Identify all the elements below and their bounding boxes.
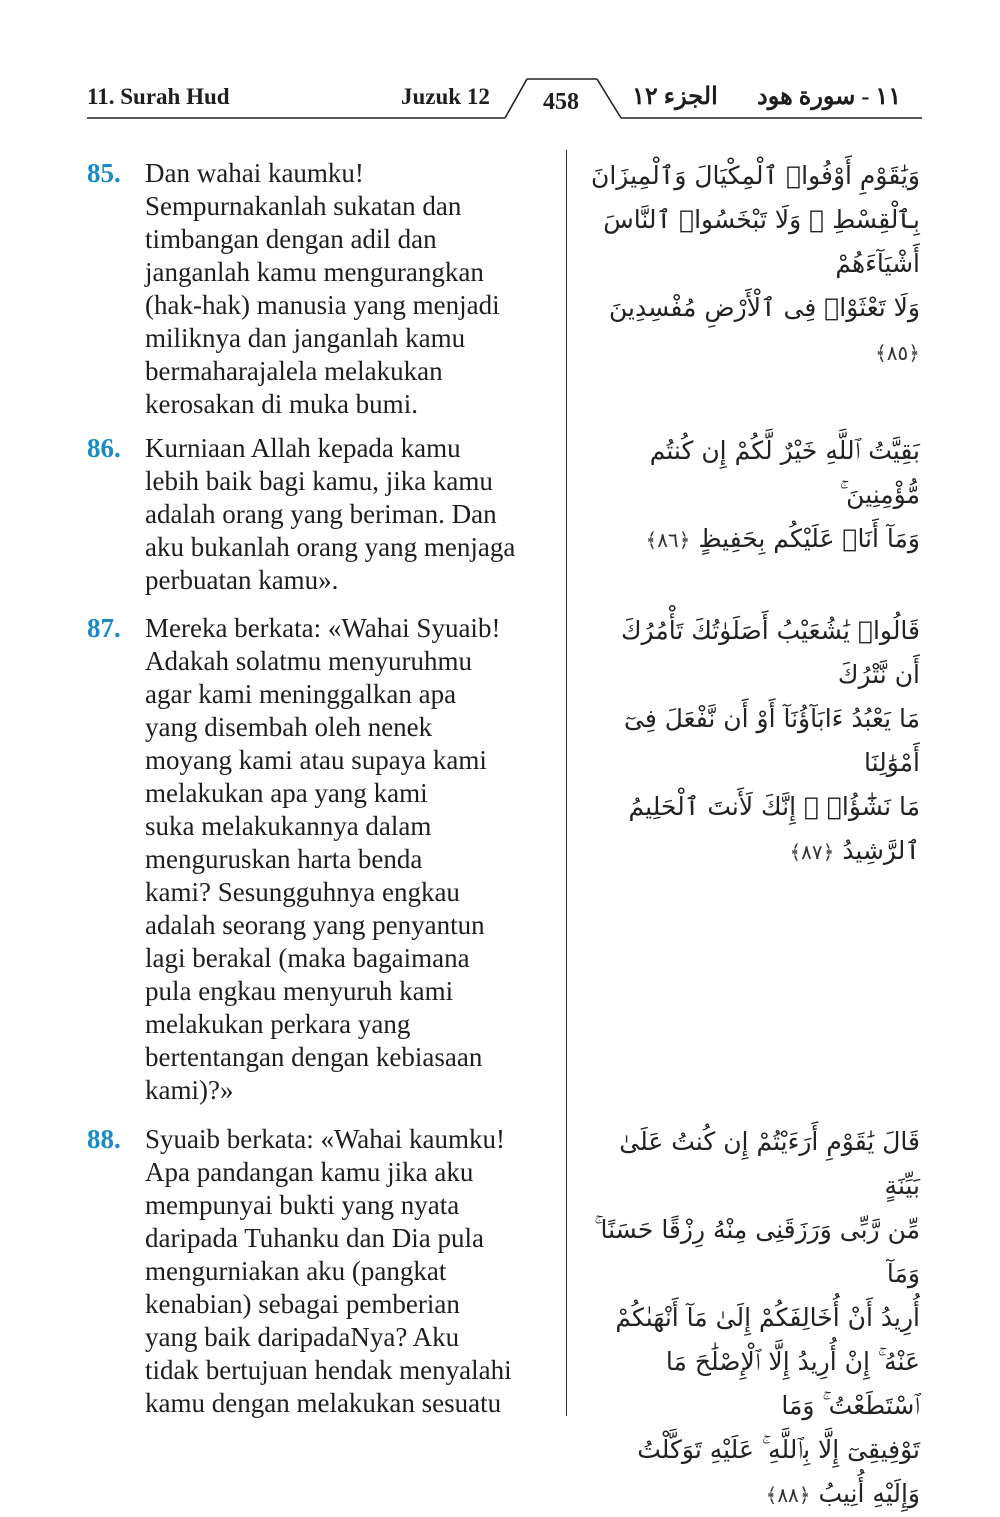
arabic-text: بَقِيَّتُ ٱللَّهِ خَيْرٌ لَّكُمْ إِن كُنتُم مُّؤْمِنِينَ ۚ وَمَآ أَنَا۠ عَلَيْكُم بِحَفِيظٍ — [649, 436, 920, 553]
column-divider — [566, 150, 567, 1416]
verse-number: 85. — [87, 158, 121, 188]
surah-title: 11. Surah Hud — [87, 84, 230, 109]
verse-arabic — [590, 609, 920, 874]
ayah-marker-icon: ﴿٨٨﴾ — [765, 1483, 811, 1507]
verse-number: 87. — [87, 613, 121, 643]
arabic-text: قَالُوا۟ يَٰشُعَيْبُ أَصَلَوٰتُكَ تَأْمُرُكَ أَن نَّتْرُكَ مَا يَعْبُدُ ءَابَآؤُنَآ أَوْ أَن نَّفْعَلَ فِىٓ أَمْوَٰلِنَا مَا نَشَٰٓؤُا۟ ۖ إِنَّكَ لَأَنتَ ٱلْحَلِيمُ ٱلرَّشِيدُ — [620, 616, 920, 865]
verse-number: 88. — [87, 1124, 121, 1154]
verse-translation: Dan wahai kaumku! Sempurnakanlah sukatan dan timbangan dengan adil dan janganlah kamu mengurangkan (hak-hak) manusia yang menjadi miliknya dan janganlah kamu bermaharajalela melakukan kerosakan di muka bumi. — [145, 158, 500, 419]
ayah-marker-icon: ﴿٨٥﴾ — [875, 341, 920, 365]
arabic-text: وَيَٰقَوْمِ أَوْفُوا۟ ٱلْمِكْيَالَ وَٱلْمِيزَانَ بِٱلْقِسْطِ ۖ وَلَا تَبْخَسُوا۟ ٱلنَّاسَ أَشْيَآءَهُمْ وَلَا تَعْثَوْا۟ فِى ٱلْأَرْضِ مُفْسِدِينَ — [590, 161, 920, 322]
arabic-juz-label: الجزء ١٢ — [632, 84, 718, 110]
ayah-marker-icon: ﴿٨٦﴾ — [645, 528, 691, 552]
ayah-marker-icon: ﴿٨٧﴾ — [789, 840, 835, 864]
verse-translation: Syuaib berkata: «Wahai kaumku! Apa pandangan kamu jika aku mempunyai bukti yang nyata daripada Tuhanku dan Dia pula mengurniakan aku (pangkat kenabian) sebagai pemberian yang baik daripadaNya? Aku tidak bertujuan hendak menyalahi kamu dengan melakukan sesuatu — [145, 1124, 512, 1418]
page-header — [0, 0, 1000, 130]
verse-number: 86. — [87, 433, 121, 463]
verse-translation: Kurniaan Allah kepada kamu lebih baik bagi kamu, jika kamu adalah orang yang beriman. Dan aku bukanlah orang yang menjaga perbuatan kamu». — [145, 433, 516, 595]
verse-translation: Mereka berkata: «Wahai Syuaib! Adakah solatmu menyuruhmu agar kami meninggalkan apa yang disembah oleh nenek moyang kami atau supaya kami melakukan apa yang kami suka melakukannya dalam menguruskan harta benda kami? Sesungguhnya engkau adalah seorang yang penyantun lagi berakal (maka bagaimana pula engkau menyuruh kami melakukan perkara yang bertentangan dengan kebiasaan kami)?» — [145, 613, 501, 1105]
verse-arabic — [590, 154, 920, 375]
page-number: 458 — [543, 89, 579, 115]
verse-arabic — [590, 1120, 920, 1517]
arabic-surah-title: ١١ - سورة هود — [757, 84, 902, 110]
arabic-text: قَالَ يَٰقَوْمِ أَرَءَيْتُمْ إِن كُنتُ عَلَىٰ بَيِّنَةٍ مِّن رَّبِّى وَرَزَقَنِى مِنْهُ رِزْقًا حَسَنًا ۚ وَمَآ أُرِيدُ أَنْ أُخَالِفَكُمْ إِلَىٰ مَآ أَنْهَىٰكُمْ عَنْهُ ۚ إِنْ أُرِيدُ إِلَّا ٱلْإِصْلَٰحَ مَا ٱسْتَطَعْتُ ۚ وَمَا تَوْفِيقِىٓ إِلَّا بِٱللَّهِ ۚ عَلَيْهِ تَوَكَّلْتُ وَإِلَيْهِ أُنِيبُ — [594, 1127, 920, 1508]
verse-arabic — [590, 429, 920, 562]
juz-label: Juzuk 12 — [401, 84, 490, 109]
